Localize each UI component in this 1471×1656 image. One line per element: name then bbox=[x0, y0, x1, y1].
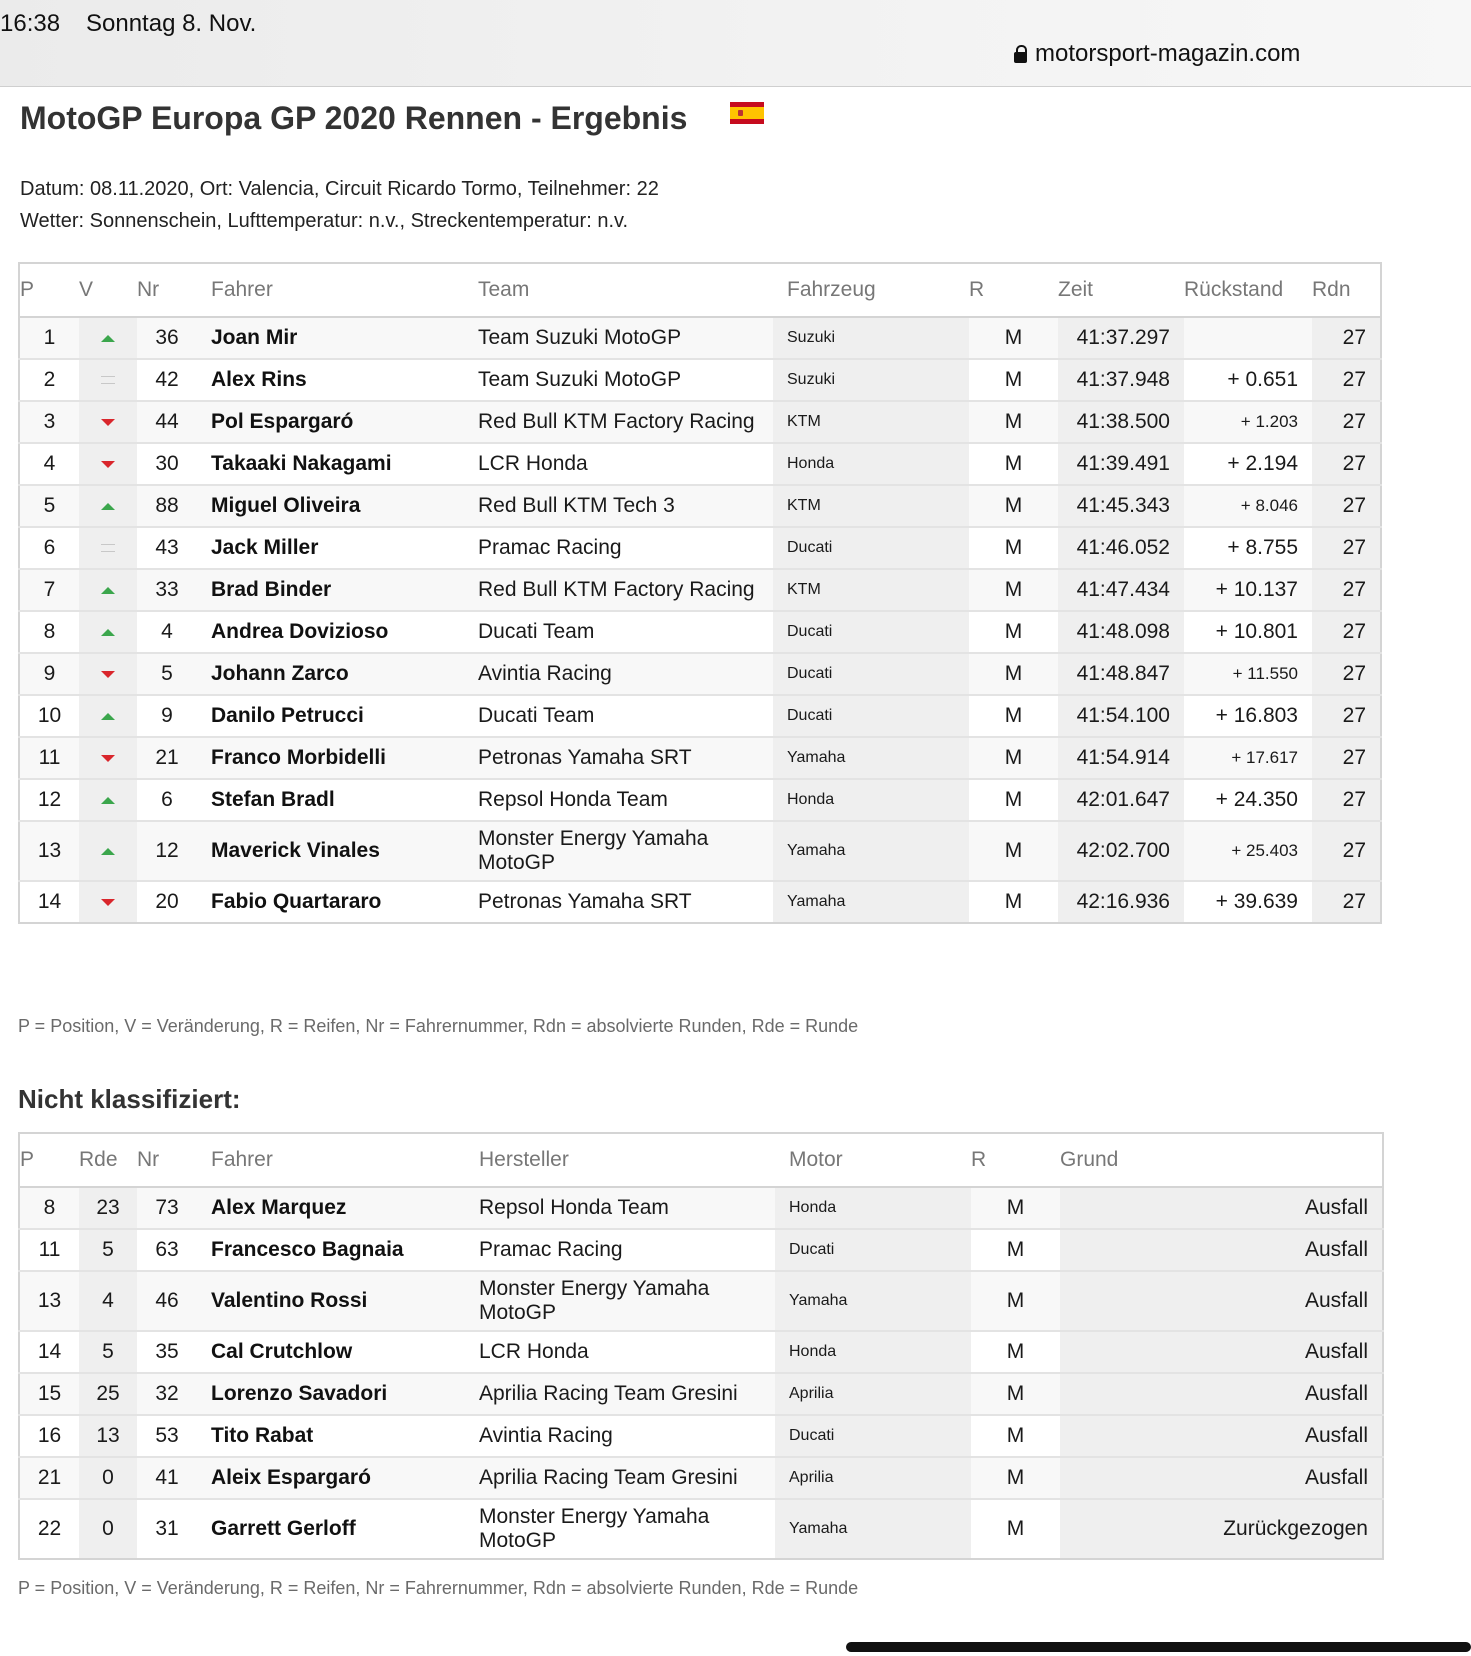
vehicle-cell: KTM bbox=[773, 485, 969, 527]
tyre-cell: M bbox=[969, 485, 1058, 527]
nc-row bbox=[19, 1373, 1383, 1415]
gap-cell: + 25.403 bbox=[1184, 821, 1312, 881]
results-row bbox=[19, 821, 1381, 881]
col-header-p[interactable]: P bbox=[19, 263, 79, 317]
gap-cell: + 1.203 bbox=[1184, 401, 1312, 443]
engine-cell: Aprilia bbox=[775, 1457, 971, 1499]
number-cell: 20 bbox=[137, 881, 197, 923]
number-cell: 9 bbox=[137, 695, 197, 737]
number-cell: 12 bbox=[137, 821, 197, 881]
change-cell bbox=[79, 569, 137, 611]
time-cell: 41:54.914 bbox=[1058, 737, 1184, 779]
results-row bbox=[19, 779, 1381, 821]
triangle-up-icon bbox=[101, 797, 115, 804]
tyre-cell: M bbox=[971, 1187, 1060, 1229]
results-row bbox=[19, 317, 1381, 359]
nc-row bbox=[19, 1331, 1383, 1373]
lap-cell: 13 bbox=[79, 1415, 137, 1457]
driver-name[interactable]: Alex Rins bbox=[197, 359, 464, 401]
triangle-up-icon bbox=[101, 848, 115, 855]
laps-cell: 27 bbox=[1312, 881, 1381, 923]
gap-cell: + 10.801 bbox=[1184, 611, 1312, 653]
gap-cell: + 11.550 bbox=[1184, 653, 1312, 695]
gap-cell: + 16.803 bbox=[1184, 695, 1312, 737]
tyre-cell: M bbox=[969, 443, 1058, 485]
col-header-nr[interactable]: Nr bbox=[137, 263, 197, 317]
change-cell bbox=[79, 695, 137, 737]
number-cell: 33 bbox=[137, 569, 197, 611]
triangle-down-icon bbox=[101, 419, 115, 426]
team-cell: Red Bull KTM Factory Racing bbox=[464, 569, 773, 611]
driver-name[interactable]: Maverick Vinales bbox=[197, 821, 464, 881]
laps-cell: 27 bbox=[1312, 527, 1381, 569]
tyre-cell: M bbox=[969, 779, 1058, 821]
url-text[interactable]: motorsport-magazin.com bbox=[1035, 40, 1301, 67]
vehicle-cell: Yamaha bbox=[773, 881, 969, 923]
nc-row bbox=[19, 1457, 1383, 1499]
driver-name[interactable]: Tito Rabat bbox=[197, 1415, 465, 1457]
number-cell: 53 bbox=[137, 1415, 197, 1457]
position-cell: 8 bbox=[19, 1187, 79, 1229]
team-cell: Ducati Team bbox=[464, 611, 773, 653]
team-cell: Team Suzuki MotoGP bbox=[464, 359, 773, 401]
results-header-row bbox=[19, 263, 1381, 317]
driver-name[interactable]: Garrett Gerloff bbox=[197, 1499, 465, 1559]
lap-cell: 25 bbox=[79, 1373, 137, 1415]
col-header-fahrzeug[interactable]: Fahrzeug bbox=[773, 263, 969, 317]
time-cell: 41:37.948 bbox=[1058, 359, 1184, 401]
driver-name[interactable]: Miguel Oliveira bbox=[197, 485, 464, 527]
equal-icon bbox=[101, 376, 115, 384]
lap-cell: 23 bbox=[79, 1187, 137, 1229]
team-cell: LCR Honda bbox=[464, 443, 773, 485]
gap-cell: + 17.617 bbox=[1184, 737, 1312, 779]
col-header-team[interactable]: Team bbox=[464, 263, 773, 317]
position-cell: 3 bbox=[19, 401, 79, 443]
nc-col-header-p[interactable]: P bbox=[19, 1133, 79, 1187]
time-cell: 42:16.936 bbox=[1058, 881, 1184, 923]
tyre-cell: M bbox=[969, 821, 1058, 881]
change-cell bbox=[79, 737, 137, 779]
tyre-cell: M bbox=[969, 881, 1058, 923]
triangle-down-icon bbox=[101, 461, 115, 468]
lap-cell: 5 bbox=[79, 1331, 137, 1373]
triangle-up-icon bbox=[101, 587, 115, 594]
lap-cell: 4 bbox=[79, 1271, 137, 1331]
number-cell: 36 bbox=[137, 317, 197, 359]
position-cell: 2 bbox=[19, 359, 79, 401]
laps-cell: 27 bbox=[1312, 821, 1381, 881]
page-title: MotoGP Europa GP 2020 Rennen - Ergebnis bbox=[20, 100, 688, 136]
driver-name[interactable]: Andrea Dovizioso bbox=[197, 611, 464, 653]
time-cell: 41:39.491 bbox=[1058, 443, 1184, 485]
driver-name[interactable]: Lorenzo Savadori bbox=[197, 1373, 465, 1415]
gap-cell bbox=[1184, 317, 1312, 359]
vehicle-cell: Yamaha bbox=[773, 737, 969, 779]
position-cell: 6 bbox=[19, 527, 79, 569]
tyre-cell: M bbox=[971, 1499, 1060, 1559]
team-cell: Monster Energy Yamaha MotoGP bbox=[464, 821, 773, 881]
number-cell: 42 bbox=[137, 359, 197, 401]
laps-cell: 27 bbox=[1312, 611, 1381, 653]
time-cell: 42:02.700 bbox=[1058, 821, 1184, 881]
results-row bbox=[19, 737, 1381, 779]
lock-icon bbox=[1014, 45, 1027, 63]
nc-col-header-hersteller[interactable]: Hersteller bbox=[465, 1133, 775, 1187]
results-row bbox=[19, 443, 1381, 485]
manufacturer-team-cell: Repsol Honda Team bbox=[465, 1187, 775, 1229]
change-cell bbox=[79, 527, 137, 569]
team-cell: Repsol Honda Team bbox=[464, 779, 773, 821]
time-cell: 41:48.847 bbox=[1058, 653, 1184, 695]
tyre-cell: M bbox=[969, 401, 1058, 443]
vehicle-cell: Suzuki bbox=[773, 317, 969, 359]
manufacturer-team-cell: LCR Honda bbox=[465, 1331, 775, 1373]
browser-top-bar bbox=[0, 0, 1471, 87]
team-cell: Pramac Racing bbox=[464, 527, 773, 569]
nc-row bbox=[19, 1229, 1383, 1271]
vehicle-cell: Ducati bbox=[773, 611, 969, 653]
nc-legend: P = Position, V = Veränderung, R = Reifen, Nr = Fahrernummer, Rdn = absolvierte Runden, Rde = Runde bbox=[18, 1578, 859, 1598]
team-cell: Red Bull KTM Factory Racing bbox=[464, 401, 773, 443]
driver-name[interactable]: Pol Espargaró bbox=[197, 401, 464, 443]
tyre-cell: M bbox=[971, 1229, 1060, 1271]
number-cell: 31 bbox=[137, 1499, 197, 1559]
driver-name[interactable]: Franco Morbidelli bbox=[197, 737, 464, 779]
vehicle-cell: Ducati bbox=[773, 653, 969, 695]
position-cell: 11 bbox=[19, 1229, 79, 1271]
position-cell: 12 bbox=[19, 779, 79, 821]
change-cell bbox=[79, 401, 137, 443]
vehicle-cell: KTM bbox=[773, 569, 969, 611]
lap-cell: 0 bbox=[79, 1499, 137, 1559]
col-header-zeit[interactable]: Zeit bbox=[1058, 263, 1184, 317]
time-cell: 42:01.647 bbox=[1058, 779, 1184, 821]
tyre-cell: M bbox=[971, 1271, 1060, 1331]
time-cell: 41:38.500 bbox=[1058, 401, 1184, 443]
time-cell: 41:54.100 bbox=[1058, 695, 1184, 737]
number-cell: 43 bbox=[137, 527, 197, 569]
vehicle-cell: Suzuki bbox=[773, 359, 969, 401]
manufacturer-team-cell: Monster Energy Yamaha MotoGP bbox=[465, 1271, 775, 1331]
engine-cell: Honda bbox=[775, 1331, 971, 1373]
col-header-v[interactable]: V bbox=[79, 263, 137, 317]
engine-cell: Aprilia bbox=[775, 1373, 971, 1415]
change-cell bbox=[79, 359, 137, 401]
reason-cell: Ausfall bbox=[1060, 1271, 1383, 1331]
driver-name[interactable]: Francesco Bagnaia bbox=[197, 1229, 465, 1271]
triangle-down-icon bbox=[101, 899, 115, 906]
driver-name[interactable]: Aleix Espargaró bbox=[197, 1457, 465, 1499]
vehicle-cell: Ducati bbox=[773, 527, 969, 569]
triangle-down-icon bbox=[101, 755, 115, 762]
team-cell: Ducati Team bbox=[464, 695, 773, 737]
tyre-cell: M bbox=[969, 737, 1058, 779]
number-cell: 6 bbox=[137, 779, 197, 821]
manufacturer-team-cell: Monster Energy Yamaha MotoGP bbox=[465, 1499, 775, 1559]
position-cell: 11 bbox=[19, 737, 79, 779]
results-row bbox=[19, 695, 1381, 737]
tyre-cell: M bbox=[969, 527, 1058, 569]
driver-name[interactable]: Valentino Rossi bbox=[197, 1271, 465, 1331]
nc-col-header-fahrer[interactable]: Fahrer bbox=[197, 1133, 465, 1187]
number-cell: 41 bbox=[137, 1457, 197, 1499]
manufacturer-team-cell: Aprilia Racing Team Gresini bbox=[465, 1373, 775, 1415]
address-bar[interactable] bbox=[1014, 40, 1300, 68]
nc-row bbox=[19, 1415, 1383, 1457]
laps-cell: 27 bbox=[1312, 653, 1381, 695]
equal-icon bbox=[101, 544, 115, 552]
team-cell: Petronas Yamaha SRT bbox=[464, 737, 773, 779]
col-header-rueckstand[interactable]: Rückstand bbox=[1184, 263, 1312, 317]
gap-cell: + 39.639 bbox=[1184, 881, 1312, 923]
position-cell: 13 bbox=[19, 1271, 79, 1331]
time-cell: 41:48.098 bbox=[1058, 611, 1184, 653]
nc-col-header-rde[interactable]: Rde bbox=[79, 1133, 137, 1187]
driver-name[interactable]: Brad Binder bbox=[197, 569, 464, 611]
laps-cell: 27 bbox=[1312, 737, 1381, 779]
change-cell bbox=[79, 611, 137, 653]
position-cell: 21 bbox=[19, 1457, 79, 1499]
laps-cell: 27 bbox=[1312, 401, 1381, 443]
nc-col-header-motor[interactable]: Motor bbox=[775, 1133, 971, 1187]
position-cell: 8 bbox=[19, 611, 79, 653]
weather-info: Wetter: Sonnenschein, Lufttemperatur: n.v., Streckentemperatur: n.v. bbox=[20, 210, 629, 232]
driver-name[interactable]: Takaaki Nakagami bbox=[197, 443, 464, 485]
tyre-cell: M bbox=[969, 611, 1058, 653]
time-cell: 41:46.052 bbox=[1058, 527, 1184, 569]
nc-row bbox=[19, 1499, 1383, 1559]
number-cell: 35 bbox=[137, 1331, 197, 1373]
vehicle-cell: Ducati bbox=[773, 695, 969, 737]
engine-cell: Ducati bbox=[775, 1229, 971, 1271]
results-row bbox=[19, 653, 1381, 695]
time-cell: 41:47.434 bbox=[1058, 569, 1184, 611]
vehicle-cell: Honda bbox=[773, 443, 969, 485]
nc-row bbox=[19, 1187, 1383, 1229]
tyre-cell: M bbox=[971, 1457, 1060, 1499]
triangle-down-icon bbox=[101, 671, 115, 678]
reason-cell: Ausfall bbox=[1060, 1331, 1383, 1373]
position-cell: 9 bbox=[19, 653, 79, 695]
results-legend: P = Position, V = Veränderung, R = Reifen, Nr = Fahrernummer, Rdn = absolvierte Runden, Rde = Runde bbox=[18, 1016, 859, 1036]
driver-name[interactable]: Joan Mir bbox=[197, 317, 464, 359]
reason-cell: Ausfall bbox=[1060, 1187, 1383, 1229]
number-cell: 32 bbox=[137, 1373, 197, 1415]
number-cell: 44 bbox=[137, 401, 197, 443]
position-cell: 1 bbox=[19, 317, 79, 359]
gap-cell: + 10.137 bbox=[1184, 569, 1312, 611]
tyre-cell: M bbox=[971, 1331, 1060, 1373]
vehicle-cell: KTM bbox=[773, 401, 969, 443]
position-cell: 5 bbox=[19, 485, 79, 527]
position-cell: 16 bbox=[19, 1415, 79, 1457]
results-row bbox=[19, 359, 1381, 401]
race-info: Datum: 08.11.2020, Ort: Valencia, Circuit Ricardo Tormo, Teilnehmer: 22 bbox=[20, 178, 659, 200]
time-cell: 41:45.343 bbox=[1058, 485, 1184, 527]
laps-cell: 27 bbox=[1312, 317, 1381, 359]
team-cell: Avintia Racing bbox=[464, 653, 773, 695]
engine-cell: Ducati bbox=[775, 1415, 971, 1457]
nc-header-row bbox=[19, 1133, 1383, 1187]
driver-name[interactable]: Cal Crutchlow bbox=[197, 1331, 465, 1373]
col-header-r[interactable]: R bbox=[969, 263, 1058, 317]
time-cell: 41:37.297 bbox=[1058, 317, 1184, 359]
position-cell: 14 bbox=[19, 881, 79, 923]
change-cell bbox=[79, 881, 137, 923]
reason-cell: Ausfall bbox=[1060, 1415, 1383, 1457]
tyre-cell: M bbox=[971, 1373, 1060, 1415]
lap-cell: 5 bbox=[79, 1229, 137, 1271]
tyre-cell: M bbox=[969, 569, 1058, 611]
triangle-up-icon bbox=[101, 503, 115, 510]
engine-cell: Honda bbox=[775, 1187, 971, 1229]
home-indicator bbox=[846, 1642, 1471, 1652]
results-row bbox=[19, 485, 1381, 527]
number-cell: 73 bbox=[137, 1187, 197, 1229]
tyre-cell: M bbox=[969, 695, 1058, 737]
gap-cell: + 8.046 bbox=[1184, 485, 1312, 527]
position-cell: 4 bbox=[19, 443, 79, 485]
col-header-fahrer[interactable]: Fahrer bbox=[197, 263, 464, 317]
tyre-cell: M bbox=[971, 1415, 1060, 1457]
triangle-up-icon bbox=[101, 713, 115, 720]
driver-name[interactable]: Alex Marquez bbox=[197, 1187, 465, 1229]
tyre-cell: M bbox=[969, 359, 1058, 401]
vehicle-cell: Honda bbox=[773, 779, 969, 821]
vehicle-cell: Yamaha bbox=[773, 821, 969, 881]
reason-cell: Ausfall bbox=[1060, 1229, 1383, 1271]
results-table bbox=[18, 262, 1382, 924]
change-cell bbox=[79, 485, 137, 527]
manufacturer-team-cell: Pramac Racing bbox=[465, 1229, 775, 1271]
change-cell bbox=[79, 653, 137, 695]
manufacturer-team-cell: Avintia Racing bbox=[465, 1415, 775, 1457]
tyre-cell: M bbox=[969, 317, 1058, 359]
team-cell: Petronas Yamaha SRT bbox=[464, 881, 773, 923]
driver-name[interactable]: Fabio Quartararo bbox=[197, 881, 464, 923]
change-cell bbox=[79, 821, 137, 881]
number-cell: 46 bbox=[137, 1271, 197, 1331]
position-cell: 22 bbox=[19, 1499, 79, 1559]
number-cell: 5 bbox=[137, 653, 197, 695]
number-cell: 63 bbox=[137, 1229, 197, 1271]
manufacturer-team-cell: Aprilia Racing Team Gresini bbox=[465, 1457, 775, 1499]
tyre-cell: M bbox=[969, 653, 1058, 695]
laps-cell: 27 bbox=[1312, 695, 1381, 737]
laps-cell: 27 bbox=[1312, 485, 1381, 527]
change-cell bbox=[79, 317, 137, 359]
driver-name[interactable]: Johann Zarco bbox=[197, 653, 464, 695]
results-row bbox=[19, 569, 1381, 611]
laps-cell: 27 bbox=[1312, 569, 1381, 611]
team-cell: Team Suzuki MotoGP bbox=[464, 317, 773, 359]
gap-cell: + 0.651 bbox=[1184, 359, 1312, 401]
status-time: 16:38 bbox=[0, 10, 61, 37]
nc-col-header-grund[interactable]: Grund bbox=[1060, 1133, 1383, 1187]
position-cell: 7 bbox=[19, 569, 79, 611]
spain-flag-icon bbox=[730, 102, 764, 124]
not-classified-table bbox=[18, 1132, 1384, 1560]
nc-row bbox=[19, 1271, 1383, 1331]
engine-cell: Yamaha bbox=[775, 1499, 971, 1559]
number-cell: 30 bbox=[137, 443, 197, 485]
number-cell: 4 bbox=[137, 611, 197, 653]
position-cell: 10 bbox=[19, 695, 79, 737]
laps-cell: 27 bbox=[1312, 443, 1381, 485]
triangle-up-icon bbox=[101, 629, 115, 636]
number-cell: 21 bbox=[137, 737, 197, 779]
number-cell: 88 bbox=[137, 485, 197, 527]
driver-name[interactable]: Danilo Petrucci bbox=[197, 695, 464, 737]
reason-cell: Ausfall bbox=[1060, 1373, 1383, 1415]
status-date: Sonntag 8. Nov. bbox=[86, 10, 257, 37]
gap-cell: + 24.350 bbox=[1184, 779, 1312, 821]
team-cell: Red Bull KTM Tech 3 bbox=[464, 485, 773, 527]
results-row bbox=[19, 881, 1381, 923]
position-cell: 14 bbox=[19, 1331, 79, 1373]
position-cell: 13 bbox=[19, 821, 79, 881]
gap-cell: + 2.194 bbox=[1184, 443, 1312, 485]
results-row bbox=[19, 401, 1381, 443]
reason-cell: Zurückgezogen bbox=[1060, 1499, 1383, 1559]
triangle-up-icon bbox=[101, 335, 115, 342]
driver-name[interactable]: Jack Miller bbox=[197, 527, 464, 569]
col-header-rdn[interactable]: Rdn bbox=[1312, 263, 1381, 317]
engine-cell: Yamaha bbox=[775, 1271, 971, 1331]
results-row bbox=[19, 611, 1381, 653]
change-cell bbox=[79, 779, 137, 821]
gap-cell: + 8.755 bbox=[1184, 527, 1312, 569]
laps-cell: 27 bbox=[1312, 779, 1381, 821]
position-cell: 15 bbox=[19, 1373, 79, 1415]
not-classified-heading: Nicht klassifiziert: bbox=[18, 1084, 241, 1114]
reason-cell: Ausfall bbox=[1060, 1457, 1383, 1499]
driver-name[interactable]: Stefan Bradl bbox=[197, 779, 464, 821]
laps-cell: 27 bbox=[1312, 359, 1381, 401]
lap-cell: 0 bbox=[79, 1457, 137, 1499]
nc-col-header-nr[interactable]: Nr bbox=[137, 1133, 197, 1187]
results-row bbox=[19, 527, 1381, 569]
nc-col-header-r[interactable]: R bbox=[971, 1133, 1060, 1187]
change-cell bbox=[79, 443, 137, 485]
